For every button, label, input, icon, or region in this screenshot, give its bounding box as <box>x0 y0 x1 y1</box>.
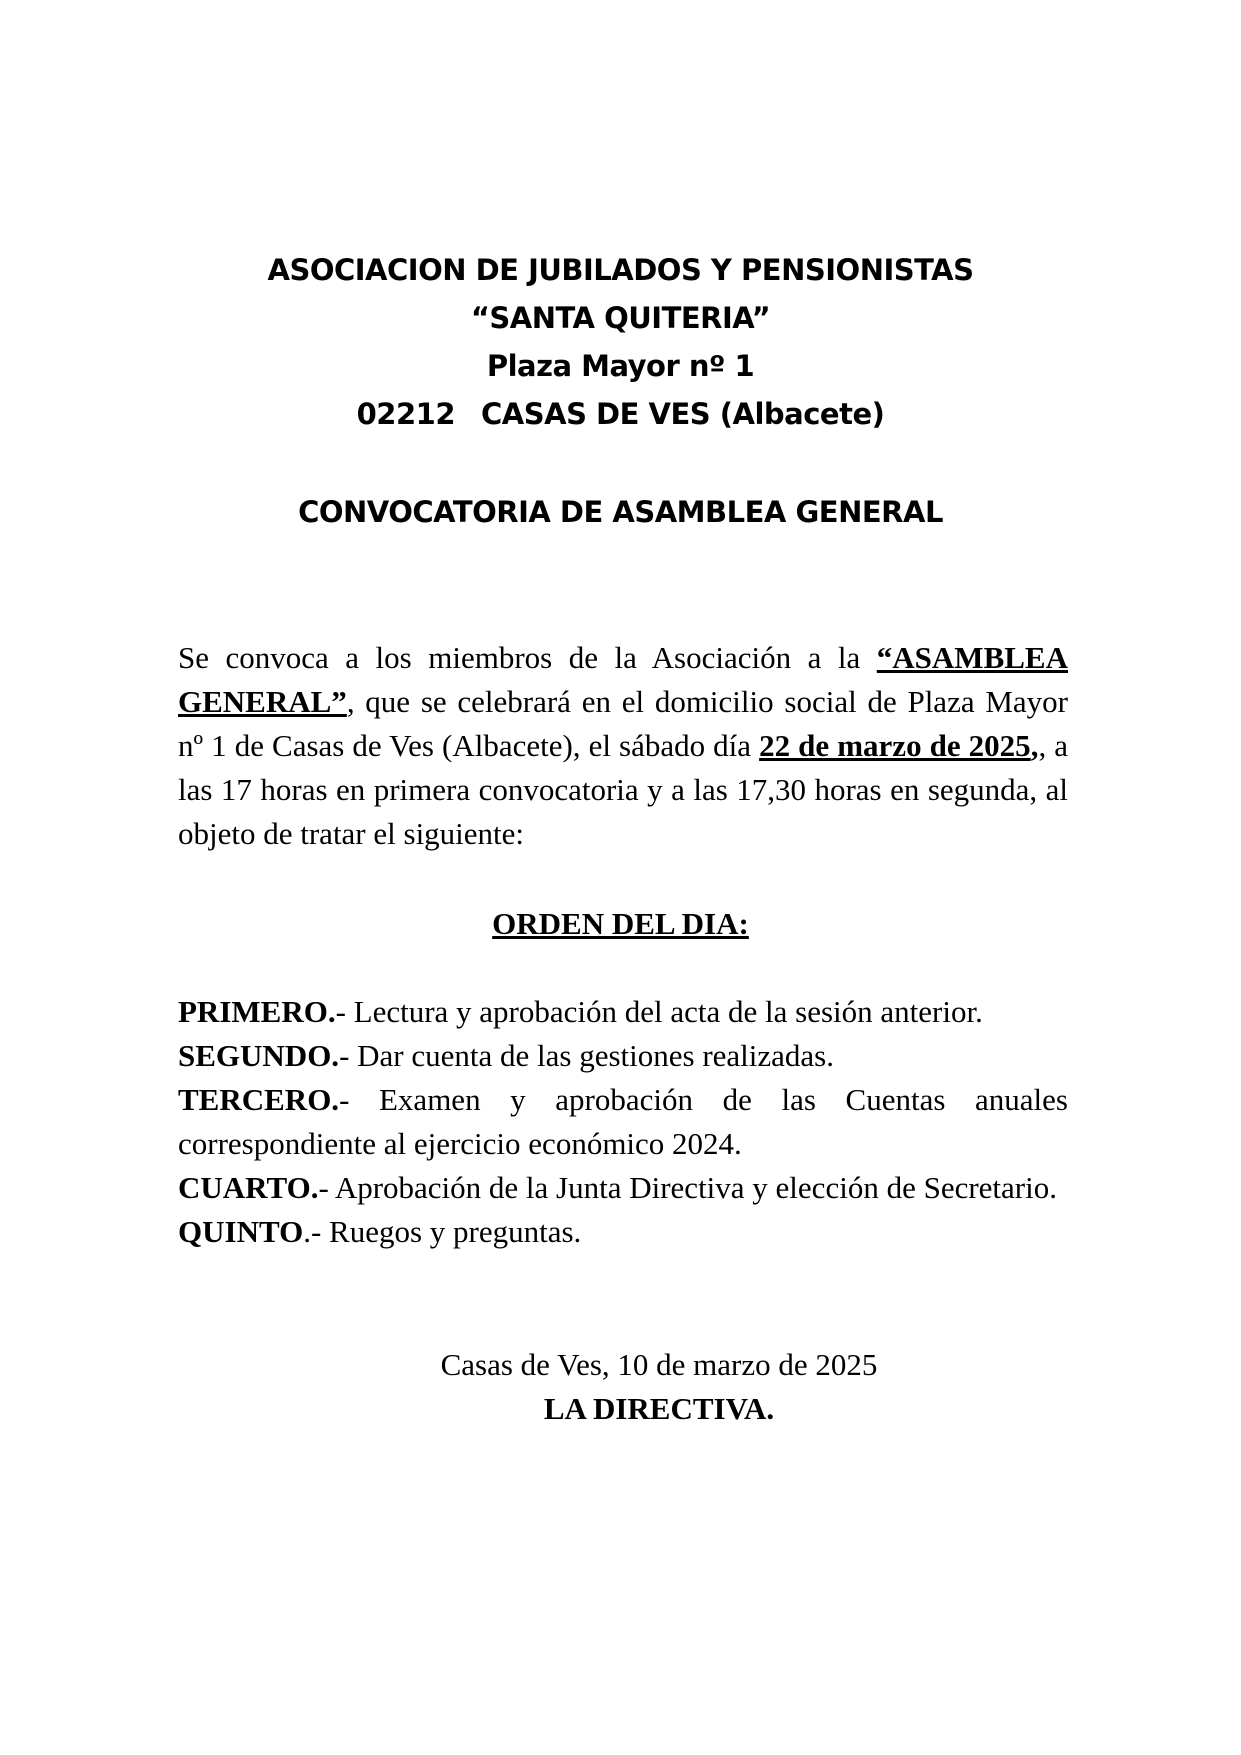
agenda-item-text: - Dar cuenta de las gestiones realizadas. <box>339 1038 834 1073</box>
agenda-item-fourth <box>178 1166 1068 1210</box>
convocation-text-2: , que se celebrará en el domicilio social de Plaza Mayor nº 1 de Casas de Ves (Albacete), el sábado día <box>178 684 1068 763</box>
agenda-title: ORDEN DEL DIA: <box>492 906 749 941</box>
association-locality <box>0 390 1241 438</box>
agenda-item-label: SEGUNDO. <box>178 1038 340 1073</box>
agenda-item-label: QUINTO <box>178 1214 304 1249</box>
agenda-item-second <box>178 1034 1068 1078</box>
agenda-item-first <box>178 990 1068 1034</box>
assembly-name: “ASAMBLEA GENERAL” <box>178 640 1068 719</box>
convocation-paragraph <box>178 636 1068 856</box>
convocation-text-1: Se convoca a los miembros de la Asociación a la <box>178 640 877 675</box>
date-comma: , <box>1030 728 1039 763</box>
agenda-item-text: - Lectura y aprobación del acta de la sesión anterior. <box>335 994 983 1029</box>
association-name: ASOCIACION DE JUBILADOS Y PENSIONISTAS <box>267 253 974 287</box>
agenda-item-label: TERCERO. <box>178 1082 340 1117</box>
agenda-item-label: PRIMERO. <box>178 994 336 1029</box>
postal-code: 02212 <box>356 397 456 431</box>
assembly-date: 22 de marzo de 2025 <box>759 728 1031 763</box>
signature: LA DIRECTIVA. <box>543 1391 775 1426</box>
closing-block <box>0 1343 1241 1431</box>
agenda-list <box>178 990 1068 1254</box>
convocation-text-3: , a las 17 horas en primera convocatoria y a las 17,30 horas en segunda, al objeto de tratar el siguiente: <box>178 728 1069 851</box>
agenda-item-text: .- Ruegos y preguntas. <box>303 1214 582 1249</box>
association-header <box>0 246 1241 438</box>
association-address: Plaza Mayor nº 1 <box>486 349 755 383</box>
document-title: CONVOCATORIA DE ASAMBLEA GENERAL <box>298 495 943 529</box>
agenda-item-third <box>178 1078 1068 1166</box>
agenda-item-label: CUARTO. <box>178 1170 319 1205</box>
place-and-date: Casas de Ves, 10 de marzo de 2025 <box>440 1347 878 1382</box>
agenda-item-fifth <box>178 1210 1068 1254</box>
association-subtitle: “SANTA QUITERIA” <box>470 301 771 335</box>
town-name: CASAS DE VES (Albacete) <box>481 397 885 431</box>
agenda-item-text: - Aprobación de la Junta Directiva y elección de Secretario. <box>318 1170 1057 1205</box>
agenda-item-text: - Examen y aprobación de las Cuentas anuales correspondiente al ejercicio económico 2024. <box>178 1082 1068 1161</box>
